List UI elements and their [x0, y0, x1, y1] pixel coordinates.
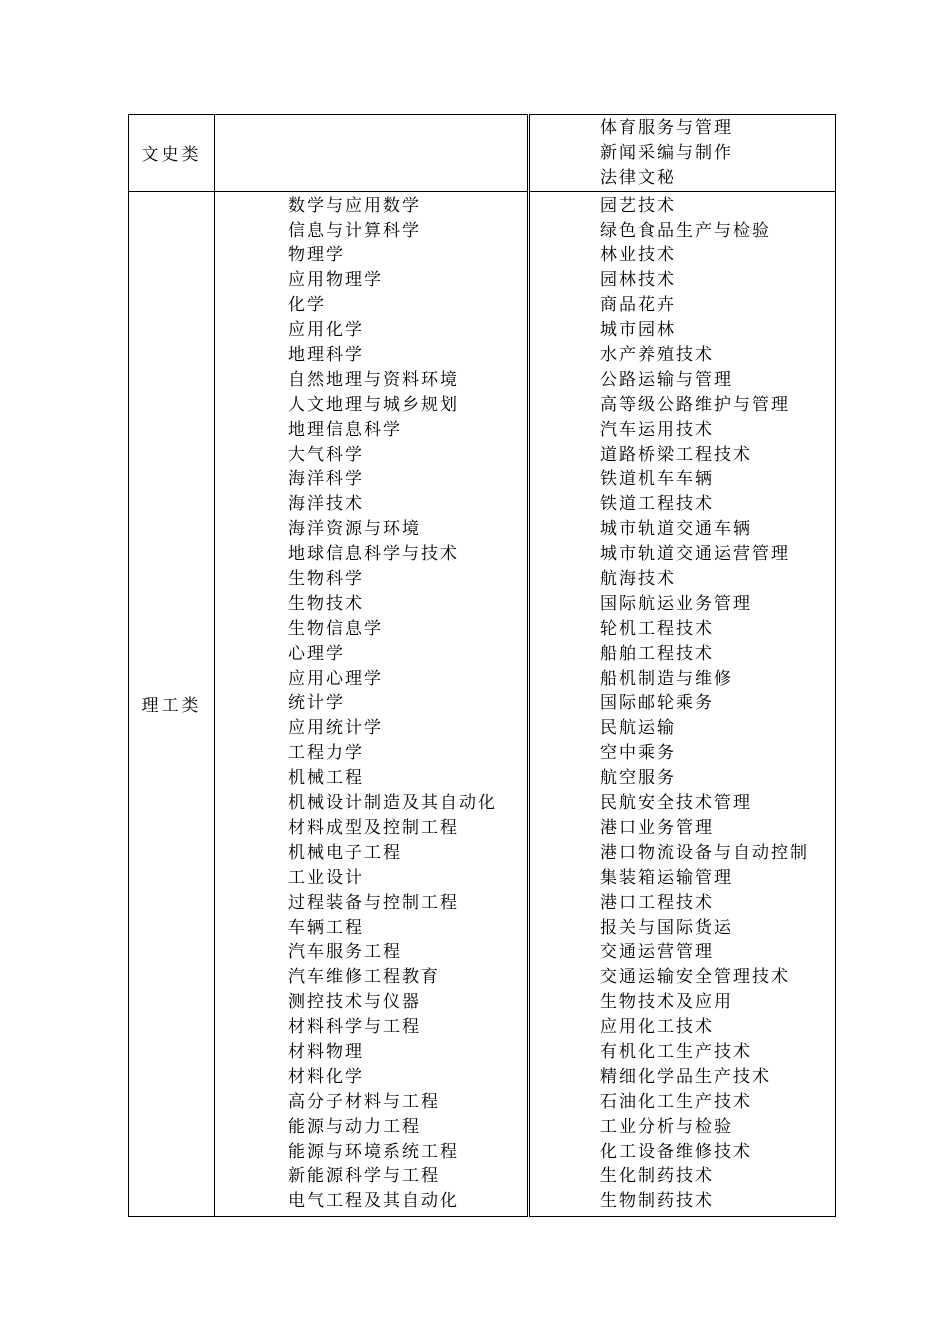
major-item: 空中乘务 — [600, 743, 676, 764]
major-item: 公路运输与管理 — [600, 369, 733, 390]
major-item: 法律文秘 — [600, 167, 676, 188]
major-item: 航空服务 — [600, 768, 676, 789]
table-row — [129, 191, 836, 1216]
major-item: 化学 — [288, 295, 326, 316]
vocational-major-list — [530, 115, 835, 191]
major-item: 机械工程 — [288, 768, 364, 789]
major-item: 生化制药技术 — [600, 1166, 714, 1187]
major-item: 地球信息科学与技术 — [288, 544, 459, 565]
major-item: 信息与计算科学 — [288, 220, 421, 241]
major-item: 城市园林 — [600, 320, 676, 341]
major-item: 大气科学 — [288, 444, 364, 465]
major-item: 海洋科学 — [288, 469, 364, 490]
major-item: 化工设备维修技术 — [600, 1141, 752, 1162]
major-item: 物理学 — [288, 245, 345, 266]
major-item: 商品花卉 — [600, 295, 676, 316]
major-item: 生物技术及应用 — [600, 992, 733, 1013]
undergrad-major-list — [215, 192, 527, 1215]
major-item: 汽车服务工程 — [288, 942, 402, 963]
major-item: 城市轨道交通运营管理 — [600, 544, 790, 565]
major-item: 精细化学品生产技术 — [600, 1066, 771, 1087]
major-item: 交通运输安全管理技术 — [600, 967, 790, 988]
major-item: 交通运营管理 — [600, 942, 714, 963]
major-item: 汽车维修工程教育 — [288, 967, 440, 988]
major-item: 轮机工程技术 — [600, 618, 714, 639]
table-row — [129, 115, 836, 192]
major-item: 新闻采编与制作 — [600, 142, 733, 163]
major-item: 生物科学 — [288, 569, 364, 590]
major-item: 绿色食品生产与检验 — [600, 220, 771, 241]
major-item: 电气工程及其自动化 — [288, 1191, 459, 1212]
major-item: 人文地理与城乡规划 — [288, 394, 459, 415]
major-item: 港口工程技术 — [600, 892, 714, 913]
major-item: 数学与应用数学 — [288, 195, 421, 216]
major-item: 能源与动力工程 — [288, 1116, 421, 1137]
major-item: 应用统计学 — [288, 718, 383, 739]
major-item: 车辆工程 — [288, 917, 364, 938]
major-item: 港口物流设备与自动控制 — [600, 842, 809, 863]
major-item: 园艺技术 — [600, 195, 676, 216]
major-item: 水产养殖技术 — [600, 345, 714, 366]
major-item: 国际邮轮乘务 — [600, 693, 714, 714]
major-item: 机械设计制造及其自动化 — [288, 793, 497, 814]
major-item: 测控技术与仪器 — [288, 992, 421, 1013]
major-item: 统计学 — [288, 693, 345, 714]
undergrad-major-cell — [215, 115, 529, 192]
major-item: 应用心理学 — [288, 668, 383, 689]
major-item: 应用化学 — [288, 320, 364, 341]
major-item: 民航安全技术管理 — [600, 793, 752, 814]
major-item: 船舶工程技术 — [600, 643, 714, 664]
major-item: 自然地理与资料环境 — [288, 369, 459, 390]
major-item: 民航运输 — [600, 718, 676, 739]
major-item: 航海技术 — [600, 569, 676, 590]
major-item: 材料化学 — [288, 1066, 364, 1087]
major-item: 海洋技术 — [288, 494, 364, 515]
major-item: 工业设计 — [288, 867, 364, 888]
major-item: 石油化工生产技术 — [600, 1091, 752, 1112]
major-item: 园林技术 — [600, 270, 676, 291]
major-item: 船机制造与维修 — [600, 668, 733, 689]
major-item: 国际航运业务管理 — [600, 593, 752, 614]
vocational-major-list — [530, 192, 835, 1215]
major-item: 高分子材料与工程 — [288, 1091, 440, 1112]
major-item: 高等级公路维护与管理 — [600, 394, 790, 415]
major-item: 报关与国际货运 — [600, 917, 733, 938]
category-cell: 文史类 — [129, 115, 215, 192]
major-item: 林业技术 — [600, 245, 676, 266]
major-item: 体育服务与管理 — [600, 118, 733, 138]
major-item: 铁道工程技术 — [600, 494, 714, 515]
major-item: 材料科学与工程 — [288, 1017, 421, 1038]
major-item: 有机化工生产技术 — [600, 1041, 752, 1062]
major-item: 工业分析与检验 — [600, 1116, 733, 1137]
major-item: 生物技术 — [288, 593, 364, 614]
major-item: 工程力学 — [288, 743, 364, 764]
major-item: 港口业务管理 — [600, 817, 714, 838]
major-item: 机械电子工程 — [288, 842, 402, 863]
vocational-major-cell — [529, 191, 836, 1216]
major-item: 过程装备与控制工程 — [288, 892, 459, 913]
undergrad-major-cell — [215, 191, 529, 1216]
major-item: 材料成型及控制工程 — [288, 817, 459, 838]
major-item: 应用化工技术 — [600, 1017, 714, 1038]
major-item: 心理学 — [288, 643, 345, 664]
vocational-major-cell — [529, 115, 836, 192]
major-item: 能源与环境系统工程 — [288, 1141, 459, 1162]
major-item: 铁道机车车辆 — [600, 469, 714, 490]
major-item: 材料物理 — [288, 1041, 364, 1062]
major-item: 汽车运用技术 — [600, 419, 714, 440]
major-item: 新能源科学与工程 — [288, 1166, 440, 1187]
major-table — [128, 114, 836, 1217]
major-item: 生物信息学 — [288, 618, 383, 639]
major-item: 道路桥梁工程技术 — [600, 444, 752, 465]
major-item: 应用物理学 — [288, 270, 383, 291]
category-cell: 理工类 — [129, 191, 215, 1216]
major-item: 地理信息科学 — [288, 419, 402, 440]
major-item: 地理科学 — [288, 345, 364, 366]
major-item: 城市轨道交通车辆 — [600, 519, 752, 540]
major-item: 生物制药技术 — [600, 1191, 714, 1212]
major-item: 集装箱运输管理 — [600, 867, 733, 888]
major-item: 海洋资源与环境 — [288, 519, 421, 540]
